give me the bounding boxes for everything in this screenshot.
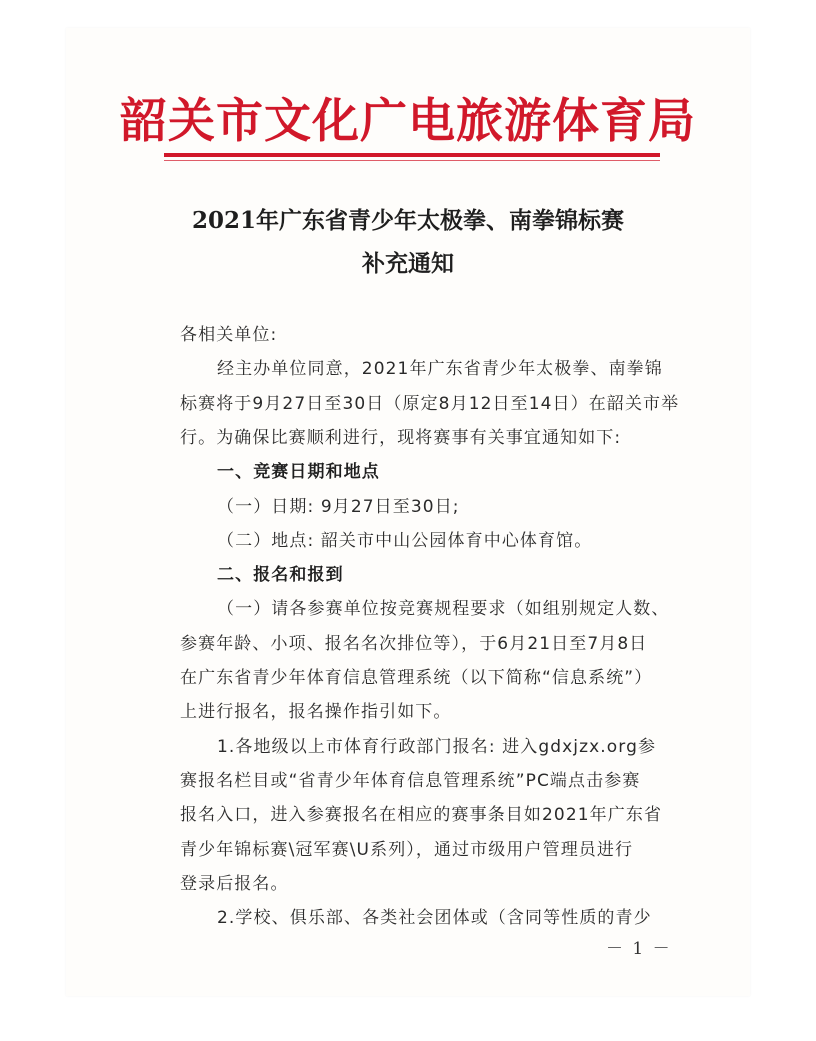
issuing-organization-header: 韶关市文化广电旅游体育局 bbox=[120, 94, 696, 149]
section-heading-2: 二、报名和报到 bbox=[217, 565, 344, 585]
section1-item-date: （一）日期: 9月27日至30日; bbox=[217, 497, 460, 517]
section1-item-location: （二）地点: 韶关市中山公园体育中心体育馆。 bbox=[217, 531, 593, 551]
page-number: － 1 － bbox=[606, 939, 672, 959]
body-line: （一）请各参赛单位按竞赛规程要求（如组别规定人数、 bbox=[217, 599, 670, 619]
body-line: 行。为确保比赛顺利进行，现将赛事有关事宜通知如下: bbox=[180, 428, 622, 448]
document-title-line-2: 补充通知 bbox=[362, 250, 454, 277]
body-line: 赛报名栏目或“省青少年体育信息管理系统”PC端点击参赛 bbox=[180, 771, 641, 791]
body-line: 登录后报名。 bbox=[180, 874, 289, 894]
body-line: 标赛将于9月27日至30日（原定8月12日至14日）在韶关市举 bbox=[180, 394, 680, 414]
document-title-line-1: 2021年广东省青少年太极拳、南拳锦标赛 bbox=[191, 207, 624, 234]
body-line: 2.学校、俱乐部、各类社会团体或（含同等性质的青少 bbox=[217, 908, 652, 928]
body-line: 1.各地级以上市体育行政部门报名: 进入gdxjzx.org参 bbox=[217, 737, 657, 757]
red-header-rule bbox=[164, 153, 660, 157]
body-line: 报名入口，进入参赛报名在相应的赛事条目如2021年广东省 bbox=[180, 805, 663, 825]
body-line: 青少年锦标赛\冠军赛\U系列），通过市级用户管理员进行 bbox=[180, 840, 634, 860]
red-header-rule-thin bbox=[164, 160, 660, 161]
body-line: 上进行报名，报名操作指引如下。 bbox=[180, 702, 452, 722]
salutation: 各相关单位: bbox=[180, 325, 278, 345]
body-line: 参赛年龄、小项、报名名次排位等），于6月21日至7月8日 bbox=[180, 634, 648, 654]
section-heading-1: 一、竞赛日期和地点 bbox=[217, 462, 380, 482]
body-line: 经主办单位同意，2021年广东省青少年太极拳、南拳锦 bbox=[217, 359, 663, 379]
body-line: 在广东省青少年体育信息管理系统（以下简称“信息系统”） bbox=[180, 668, 653, 688]
